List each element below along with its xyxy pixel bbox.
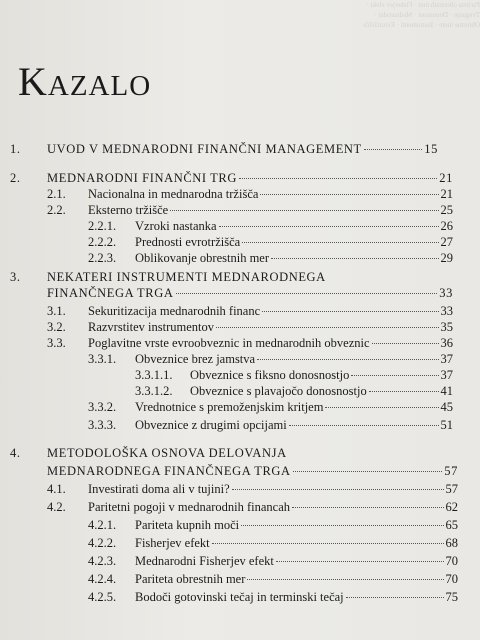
toc-page: 41 — [440, 384, 453, 398]
toc-text: Obveznice s fiksno donosnostjo — [190, 368, 350, 382]
toc-number: 3.3.2. — [88, 400, 117, 414]
dot-leader — [260, 194, 438, 195]
toc-line — [47, 464, 458, 479]
dot-leader — [216, 327, 438, 328]
toc-text: Prednosti evrotržišča — [135, 235, 241, 249]
toc-line — [88, 187, 453, 202]
toc-text: Oblikovanje obrestnih mer — [135, 251, 269, 265]
toc-text: METODOLOŠKA OSNOVA DELOVANJA — [47, 446, 287, 460]
toc-text: Obveznice brez jamstva — [135, 352, 256, 366]
toc-text: Pariteta obrestnih mer — [135, 572, 246, 586]
toc-page: 37 — [440, 352, 453, 366]
toc-line — [47, 171, 453, 186]
show-through-text: Pariteta obrestnih mer · Fisherjev efekt · Tveganje · Donosnost · Mednarodni · Obrestne mere · Instrumenti · Evrotržišče — [363, 1, 480, 29]
toc-number: 3.3.1.1. — [135, 368, 173, 382]
toc-number: 2. — [10, 171, 21, 185]
toc-line — [88, 203, 453, 218]
toc-line — [47, 286, 453, 301]
toc-line — [135, 352, 453, 367]
toc-entry — [0, 500, 480, 518]
toc-entry — [0, 142, 480, 160]
toc-line — [88, 482, 458, 497]
toc-text: Razvrstitev instrumentov — [88, 320, 215, 334]
toc-entry — [0, 590, 480, 608]
toc-number: 1. — [10, 142, 21, 156]
dot-leader — [170, 210, 438, 211]
toc-page: 21 — [439, 171, 453, 185]
toc-line — [135, 554, 458, 569]
dot-leader — [276, 561, 444, 562]
toc-page: 29 — [440, 251, 453, 265]
dot-leader — [346, 597, 444, 598]
toc-page: 75 — [445, 590, 458, 604]
toc-text: Fisherjev efekt — [135, 536, 210, 550]
toc-entry — [0, 464, 480, 482]
dot-leader — [351, 375, 438, 376]
toc-entry — [0, 518, 480, 536]
toc-text: Eksterno tržišče — [88, 203, 169, 217]
toc-number: 2.2.2. — [88, 235, 117, 249]
toc-page: 35 — [440, 320, 453, 334]
toc-page: 62 — [445, 500, 458, 514]
toc-number: 3.3.1. — [88, 352, 117, 366]
toc-line — [135, 400, 453, 415]
toc-text: Obveznice s plavajočo donosnostjo — [190, 384, 367, 398]
toc-line — [135, 418, 453, 433]
toc-number: 3.3.3. — [88, 418, 117, 432]
dot-leader — [239, 178, 437, 179]
toc-text: MEDNARODNI FINANČNI TRG — [47, 171, 237, 185]
dot-leader — [242, 242, 438, 243]
toc-entry — [0, 482, 480, 500]
toc-line — [47, 270, 326, 285]
toc-text: Pariteta kupnih moči — [135, 518, 240, 532]
toc-page: 33 — [439, 286, 453, 300]
toc-page: 26 — [440, 219, 453, 233]
toc-text: MEDNARODNEGA FINANČNEGA TRGA — [47, 464, 291, 478]
toc-number: 4.2.5. — [88, 590, 117, 604]
page-title — [18, 58, 151, 105]
dot-leader — [372, 343, 439, 344]
toc-line — [135, 590, 458, 605]
toc-text: Vzroki nastanka — [135, 219, 217, 233]
toc-line — [47, 142, 438, 157]
dot-leader — [325, 407, 438, 408]
dot-leader — [292, 507, 443, 508]
toc-entry — [0, 554, 480, 572]
toc-page: 15 — [424, 142, 438, 156]
toc-text: Vrednotnice s premoženjskim kritjem — [135, 400, 324, 414]
toc-text: Mednarodni Fisherjev efekt — [135, 554, 274, 568]
toc-text: Bodoči gotovinski tečaj in terminski tečaj — [135, 590, 344, 604]
toc-number: 3. — [10, 270, 21, 284]
toc-page: 37 — [440, 368, 453, 382]
toc-page: 21 — [440, 187, 453, 201]
toc-line — [190, 368, 453, 383]
dot-leader — [232, 489, 444, 490]
toc-text: Nacionalna in mednarodna tržišča — [88, 187, 259, 201]
toc-entry — [0, 400, 480, 418]
toc-page: 45 — [440, 400, 453, 414]
toc-number: 2.1. — [47, 187, 66, 201]
toc-text: Sekuritizacija mednarodnih financ — [88, 304, 261, 318]
toc-text: Paritetni pogoji v mednarodnih financah — [88, 500, 291, 514]
toc-line — [88, 336, 453, 351]
dot-leader — [241, 525, 443, 526]
toc-number: 4.2.4. — [88, 572, 117, 586]
toc-page: 70 — [445, 554, 458, 568]
toc-page: 68 — [445, 536, 458, 550]
dot-leader — [176, 293, 438, 294]
toc-number: 3.1. — [47, 304, 66, 318]
toc-line — [88, 500, 458, 515]
toc-page: 25 — [440, 203, 453, 217]
toc-line — [135, 536, 458, 551]
dot-leader — [247, 579, 443, 580]
dot-leader — [369, 391, 439, 392]
toc-number: 2.2. — [47, 203, 66, 217]
toc-number: 4.2. — [47, 500, 66, 514]
toc-number: 4.1. — [47, 482, 66, 496]
toc-number: 2.2.3. — [88, 251, 117, 265]
toc-page: 36 — [440, 336, 453, 350]
toc-line — [135, 518, 458, 533]
dot-leader — [212, 543, 444, 544]
toc-number: 3.3. — [47, 336, 66, 350]
toc-number: 4.2.3. — [88, 554, 117, 568]
title-rest: AZALO — [47, 70, 152, 102]
toc-page: 57 — [445, 482, 458, 496]
toc-page: 27 — [440, 235, 453, 249]
toc-number: 4. — [10, 446, 21, 460]
toc-page: 51 — [440, 418, 453, 432]
dot-leader — [219, 226, 439, 227]
toc-text: Obveznice z drugimi opcijami — [135, 418, 287, 432]
toc-number: 4.2.1. — [88, 518, 117, 532]
toc-entry — [0, 251, 480, 269]
toc-text: NEKATERI INSTRUMENTI MEDNARODNEGA — [47, 270, 326, 284]
toc-entry — [0, 572, 480, 590]
dot-leader — [257, 359, 438, 360]
toc-entry — [0, 446, 480, 464]
toc-text: UVOD V MEDNARODNI FINANČNI MANAGEMENT — [47, 142, 362, 156]
title-initial: K — [18, 59, 48, 104]
toc-line — [135, 235, 453, 250]
toc-line — [88, 304, 453, 319]
toc-text: Investirati doma ali v tujini? — [88, 482, 230, 496]
dot-leader — [262, 311, 438, 312]
toc-line — [47, 446, 287, 461]
toc-page: 33 — [440, 304, 453, 318]
toc-page: 65 — [445, 518, 458, 532]
toc-line — [135, 251, 453, 266]
toc-entry — [0, 418, 480, 436]
toc-entry — [0, 536, 480, 554]
toc-page: 57 — [444, 464, 458, 478]
toc-number: 3.2. — [47, 320, 66, 334]
toc-number: 4.2.2. — [88, 536, 117, 550]
toc-entry — [0, 286, 480, 304]
toc-page: 70 — [445, 572, 458, 586]
dot-leader — [289, 425, 439, 426]
toc-line — [190, 384, 453, 399]
toc-number: 2.2.1. — [88, 219, 117, 233]
toc-line — [135, 572, 458, 587]
toc-text: FINANČNEGA TRGA — [47, 286, 174, 300]
dot-leader — [271, 258, 439, 259]
toc-text: Poglavitne vrste evroobveznic in mednarodnih obveznic — [88, 336, 370, 350]
dot-leader — [293, 471, 443, 472]
dot-leader — [364, 149, 423, 150]
toc-number: 3.3.1.2. — [135, 384, 173, 398]
toc-line — [88, 320, 453, 335]
toc-line — [135, 219, 453, 234]
